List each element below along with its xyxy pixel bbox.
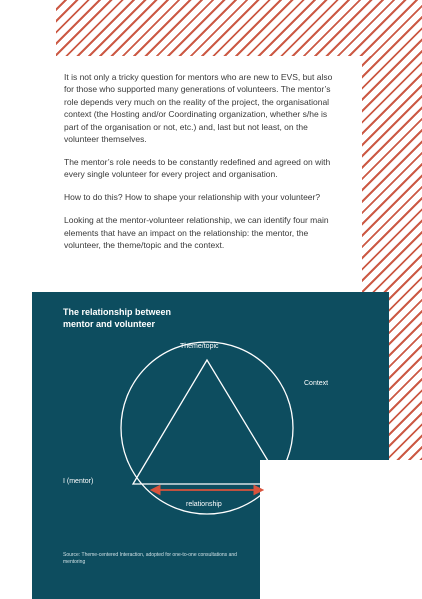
diagram-title-line-1: The relationship between xyxy=(63,307,172,317)
relationship-triangle xyxy=(133,360,282,484)
paragraph-1: It is not only a tricky question for mentors who are new to EVS, but also for those who supported many generations of volunteers. The mentor’s role depends very much on the reality of the project, the organisational context (the Hosting and/or Coordinating organization, whether s/he is part of the organisation or not, etc.) and, last but not least, on the volunteer themselves. xyxy=(64,72,333,145)
paragraph-3: How to do this? How to shape your relationship with your volunteer? xyxy=(64,192,321,203)
label-context: Context xyxy=(304,380,329,387)
label-mentor: I (mentor) xyxy=(63,478,94,485)
context-circle xyxy=(121,342,293,514)
diagram-title-line-2: mentor and volunteer xyxy=(63,319,156,329)
paragraph-2: The mentor’s role needs to be constantly redefined and agreed on with every single volunteer for every project and organisation. xyxy=(64,156,331,180)
diagram-source-note: Source: Theme-centered Interaction, adopted for one-to-one consultations and mentoring xyxy=(63,552,237,565)
paragraph-4: Looking at the mentor-volunteer relationship, we can identify four main elements that have an impact on the relationship: the mentor, the volunteer, the theme/topic and the context. xyxy=(64,215,329,250)
label-theme-topic: Theme/topic xyxy=(180,343,219,350)
label-volunteer: Volunteer xyxy=(304,478,334,485)
label-relationship: relationship xyxy=(186,501,222,508)
